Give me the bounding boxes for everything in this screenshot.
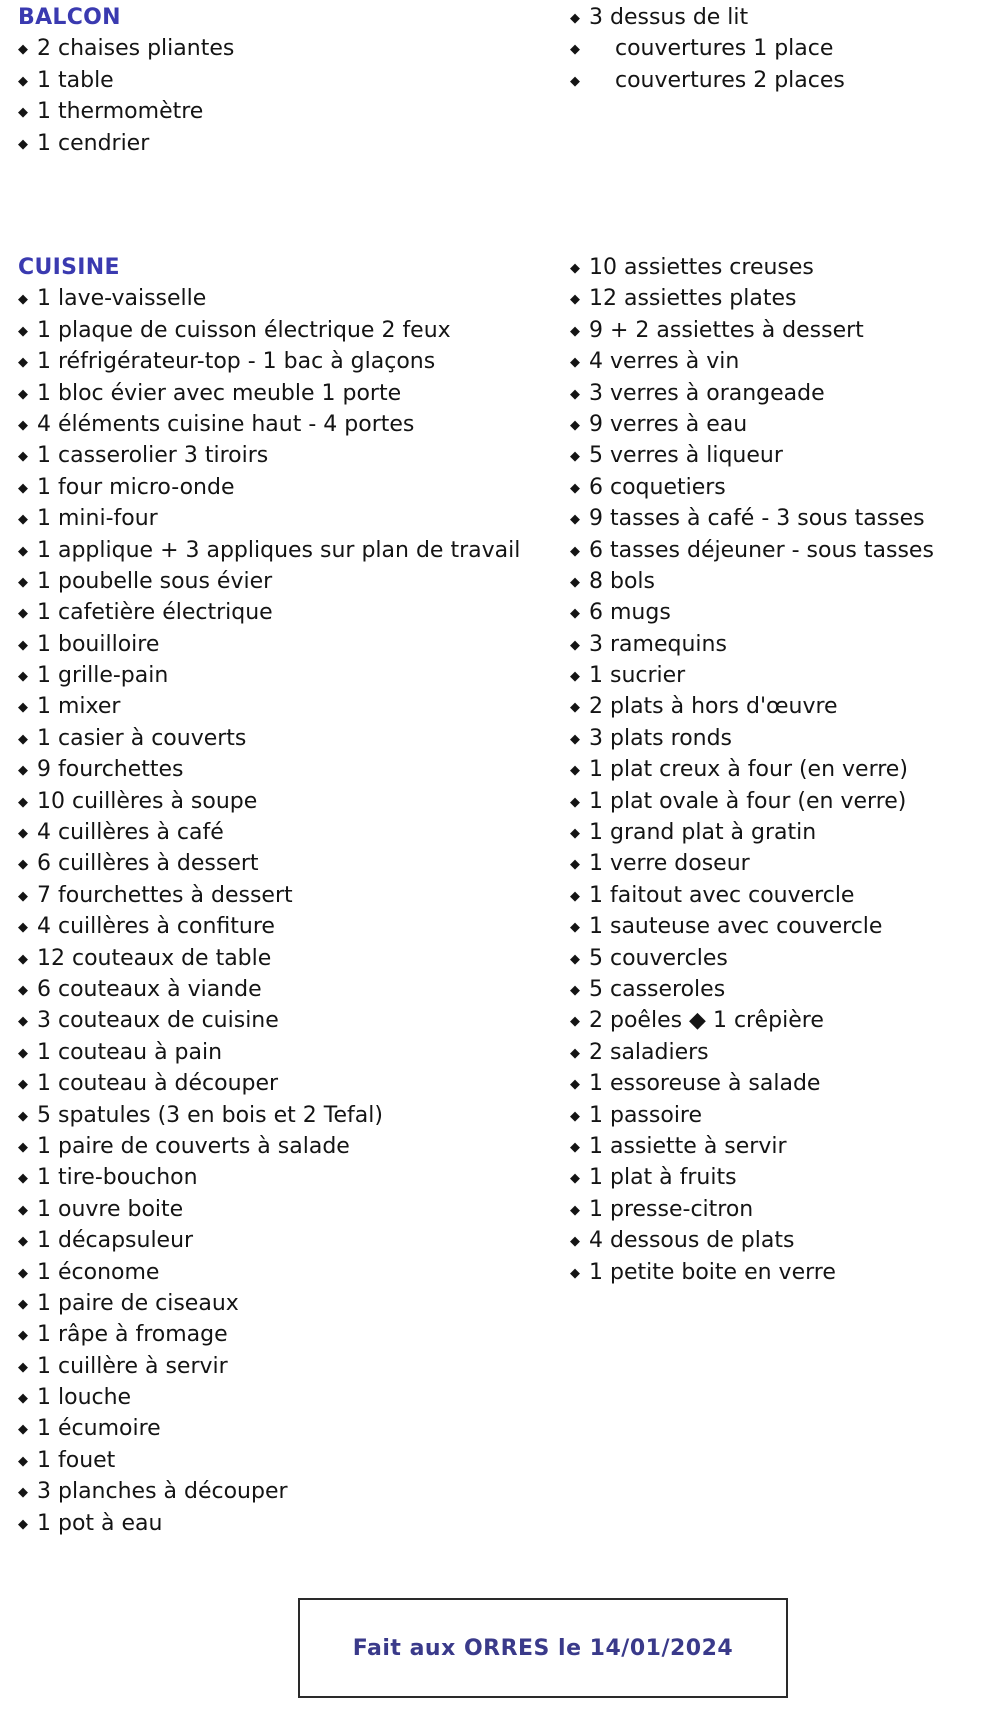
list-item-label: 9 + 2 assiettes à dessert (589, 317, 864, 343)
list-item (18, 566, 520, 597)
bullet-diamond-icon: ◆ (570, 512, 580, 528)
list-item-label: 10 cuillères à soupe (37, 788, 258, 814)
list-item-label: 6 tasses déjeuner - sous tasses (589, 537, 934, 563)
cuisine-right-item-list (570, 252, 934, 1288)
list-item (570, 503, 934, 534)
list-item (570, 409, 934, 440)
list-item (570, 943, 934, 974)
list-item-label: 1 plat à fruits (589, 1165, 737, 1191)
bullet-diamond-icon: ◆ (18, 888, 28, 904)
list-item (570, 660, 934, 691)
bullet-diamond-icon: ◆ (570, 261, 580, 276)
list-item (18, 817, 520, 848)
list-item-label: 3 verres à orangeade (589, 380, 825, 406)
list-item-label: 1 petite boite en verre (589, 1259, 836, 1285)
list-item-label: 3 ramequins (589, 631, 727, 657)
list-item (18, 1037, 520, 1068)
list-item-label: 1 mini-four (37, 506, 158, 532)
list-item (18, 128, 234, 159)
list-item-label: 1 thermomètre (37, 99, 204, 125)
list-item-label: 5 spatules (3 en bois et 2 Tefal) (37, 1102, 383, 1128)
bullet-diamond-icon: ◆ (570, 574, 580, 590)
literie-item-list (570, 2, 845, 96)
list-item-label: 1 plat ovale à four (en verre) (589, 788, 907, 814)
bullet-diamond-icon: ◆ (570, 543, 580, 559)
list-item (570, 629, 934, 660)
list-item (18, 503, 520, 534)
list-item-label: 1 sauteuse avec couvercle (589, 914, 883, 940)
bullet-diamond-icon: ◆ (18, 386, 28, 402)
balcon-item-list (18, 33, 234, 159)
list-item (18, 1225, 520, 1256)
bullet-diamond-icon: ◆ (18, 826, 28, 842)
list-item (18, 283, 520, 314)
list-item (18, 440, 520, 471)
list-item (18, 1162, 520, 1193)
bullet-diamond-icon: ◆ (18, 512, 28, 528)
list-item-label: 9 tasses à café - 3 sous tasses (589, 506, 925, 532)
list-item (570, 1068, 934, 1099)
bullet-diamond-icon: ◆ (570, 982, 580, 998)
list-item (570, 283, 934, 314)
bullet-diamond-icon: ◆ (18, 136, 28, 152)
list-item-label: 4 dessous de plats (589, 1228, 795, 1254)
list-item-label: 6 coquetiers (589, 474, 726, 500)
list-item-label: 2 poêles ◆ 1 crêpière (589, 1008, 824, 1034)
bullet-diamond-icon: ◆ (18, 1516, 28, 1532)
list-item (570, 440, 934, 471)
list-item-label: 1 verre doseur (589, 851, 750, 877)
list-item-label: 4 verres à vin (589, 349, 740, 375)
bullet-diamond-icon: ◆ (18, 1453, 28, 1469)
list-item-label: 7 fourchettes à dessert (37, 882, 293, 908)
list-item (570, 65, 845, 96)
list-item-label: 1 four micro-onde (37, 474, 235, 500)
bullet-diamond-icon: ◆ (570, 669, 580, 685)
bullet-diamond-icon: ◆ (18, 1265, 28, 1281)
list-item-label: 6 cuillères à dessert (37, 851, 259, 877)
bullet-diamond-icon: ◆ (18, 794, 28, 810)
list-item (570, 974, 934, 1005)
bullet-diamond-icon: ◆ (18, 417, 28, 433)
list-item (18, 1194, 520, 1225)
bullet-diamond-icon: ◆ (18, 606, 28, 622)
list-item (570, 346, 934, 377)
list-item-label: 1 grille-pain (37, 663, 169, 689)
list-item (18, 96, 234, 127)
list-item (18, 1288, 520, 1319)
bullet-diamond-icon: ◆ (570, 417, 580, 433)
list-item (570, 817, 934, 848)
bullet-diamond-icon: ◆ (570, 888, 580, 904)
list-item-label: 2 chaises pliantes (37, 36, 235, 62)
list-item-label: 2 plats à hors d'œuvre (589, 694, 838, 720)
list-item (570, 691, 934, 722)
list-item (570, 1100, 934, 1131)
bullet-diamond-icon: ◆ (570, 386, 580, 402)
list-item-label: 1 lave-vaisselle (37, 286, 207, 312)
bullet-diamond-icon: ◆ (570, 1045, 580, 1061)
list-item-label: 1 paire de couverts à salade (37, 1133, 350, 1159)
cuisine-section-left (18, 252, 520, 1539)
list-item (18, 1476, 520, 1507)
list-item (18, 33, 234, 64)
list-item (18, 1413, 520, 1444)
list-item (18, 346, 520, 377)
list-item (18, 754, 520, 785)
list-item (570, 535, 934, 566)
list-item-label: 1 décapsuleur (37, 1228, 194, 1254)
list-item-label: 5 couvercles (589, 945, 728, 971)
list-item-label: 3 plats ronds (589, 725, 733, 751)
list-item (570, 723, 934, 754)
list-item-label: 9 verres à eau (589, 411, 748, 437)
list-item-label: 1 bouilloire (37, 631, 160, 657)
list-item-label: 1 économe (37, 1259, 160, 1285)
list-item-label: 6 couteaux à viande (37, 976, 262, 1002)
list-item-label: 1 ouvre boite (37, 1196, 184, 1222)
bullet-diamond-icon: ◆ (18, 292, 28, 308)
bullet-diamond-icon: ◆ (18, 323, 28, 339)
list-item (18, 786, 520, 817)
bullet-diamond-icon: ◆ (18, 449, 28, 465)
list-item (570, 252, 934, 283)
list-item-label: 1 cafetière électrique (37, 600, 273, 626)
cuisine-section-right (570, 252, 934, 1288)
list-item (18, 691, 520, 722)
list-item-label: 1 assiette à servir (589, 1133, 787, 1159)
bullet-diamond-icon: ◆ (18, 1328, 28, 1344)
list-item-label: 1 poubelle sous évier (37, 568, 273, 594)
list-item (570, 2, 845, 33)
list-item-label: 12 assiettes plates (589, 286, 797, 312)
list-item-label: 1 applique + 3 appliques sur plan de travail (37, 537, 521, 563)
list-item (570, 1131, 934, 1162)
bullet-diamond-icon: ◆ (570, 857, 580, 873)
bullet-diamond-icon: ◆ (570, 1265, 580, 1281)
list-item (18, 880, 520, 911)
list-item-label: 4 cuillères à confiture (37, 914, 275, 940)
list-item-label: 1 couteau à découper (37, 1071, 279, 1097)
bullet-diamond-icon: ◆ (18, 1077, 28, 1093)
list-item-label: 1 bloc évier avec meuble 1 porte (37, 380, 402, 406)
list-item (18, 597, 520, 628)
bullet-diamond-icon: ◆ (570, 11, 580, 26)
bullet-diamond-icon: ◆ (18, 1202, 28, 1218)
list-item-label: 4 éléments cuisine haut - 4 portes (37, 411, 415, 437)
list-item-label: 1 casier à couverts (37, 725, 247, 751)
bullet-diamond-icon: ◆ (570, 731, 580, 747)
list-item (570, 1005, 934, 1036)
list-item (18, 315, 520, 346)
list-item-label: 6 mugs (589, 600, 671, 626)
list-item (18, 378, 520, 409)
bullet-diamond-icon: ◆ (18, 1171, 28, 1187)
bullet-diamond-icon: ◆ (18, 1014, 28, 1030)
list-item-label: 8 bols (589, 568, 655, 594)
bullet-diamond-icon: ◆ (570, 323, 580, 339)
bullet-diamond-icon: ◆ (570, 794, 580, 810)
list-item (18, 660, 520, 691)
signature-text: Fait aux ORRES le 14/01/2024 (352, 1635, 734, 1661)
bullet-diamond-icon: ◆ (18, 1139, 28, 1155)
list-item (18, 974, 520, 1005)
list-item (570, 754, 934, 785)
bullet-diamond-icon: ◆ (18, 1359, 28, 1375)
list-item (570, 597, 934, 628)
list-item-label: 1 réfrigérateur-top - 1 bac à glaçons (37, 349, 436, 375)
list-item (18, 65, 234, 96)
list-item (570, 33, 845, 64)
bullet-diamond-icon: ◆ (18, 73, 28, 89)
list-item (18, 1100, 520, 1131)
list-item-label: 5 verres à liqueur (589, 443, 783, 469)
bullet-diamond-icon: ◆ (18, 951, 28, 967)
list-item-label: 5 casseroles (589, 976, 726, 1002)
bullet-diamond-icon: ◆ (570, 951, 580, 967)
section-title-cuisine: CUISINE (18, 255, 120, 280)
list-item-label: 1 essoreuse à salade (589, 1071, 821, 1097)
list-item-label: 1 plaque de cuisson électrique 2 feux (37, 317, 451, 343)
list-item (570, 378, 934, 409)
list-item (18, 1445, 520, 1476)
list-item (570, 315, 934, 346)
list-item (570, 848, 934, 879)
bullet-diamond-icon: ◆ (570, 1108, 580, 1124)
bullet-diamond-icon: ◆ (570, 1202, 580, 1218)
list-item-label: 1 grand plat à gratin (589, 820, 817, 846)
bullet-diamond-icon: ◆ (570, 1234, 580, 1250)
list-item-label: 12 couteaux de table (37, 945, 272, 971)
list-item-label: 10 assiettes creuses (589, 255, 814, 280)
list-item (570, 880, 934, 911)
bullet-diamond-icon: ◆ (570, 449, 580, 465)
list-item-label: 1 casserolier 3 tiroirs (37, 443, 269, 469)
list-item (18, 848, 520, 879)
signature-box (298, 1598, 788, 1698)
list-item-label: 4 cuillères à café (37, 820, 224, 846)
section-title-balcon: BALCON (18, 5, 121, 30)
bullet-diamond-icon: ◆ (18, 480, 28, 496)
list-item (18, 1351, 520, 1382)
bullet-diamond-icon: ◆ (18, 700, 28, 716)
list-item (570, 472, 934, 503)
bullet-diamond-icon: ◆ (570, 763, 580, 779)
bullet-diamond-icon: ◆ (570, 355, 580, 371)
list-item-label: 1 louche (37, 1385, 132, 1411)
bullet-diamond-icon: ◆ (570, 1077, 580, 1093)
list-item (570, 1162, 934, 1193)
list-item (18, 1319, 520, 1350)
list-item-label: 1 sucrier (589, 663, 686, 689)
bullet-diamond-icon: ◆ (18, 574, 28, 590)
list-item-label: 2 saladiers (589, 1039, 709, 1065)
list-item-label: 1 couteau à pain (37, 1039, 223, 1065)
bullet-diamond-icon: ◆ (570, 73, 580, 89)
bullet-diamond-icon: ◆ (18, 637, 28, 653)
bullet-diamond-icon: ◆ (18, 543, 28, 559)
bullet-diamond-icon: ◆ (18, 857, 28, 873)
list-item-label: 1 plat creux à four (en verre) (589, 757, 908, 783)
list-item (570, 1257, 934, 1288)
bullet-diamond-icon: ◆ (570, 480, 580, 496)
bullet-diamond-icon: ◆ (570, 700, 580, 716)
list-item-label: 1 table (37, 67, 114, 93)
bullet-diamond-icon: ◆ (570, 1171, 580, 1187)
list-item (570, 1194, 934, 1225)
bullet-diamond-icon: ◆ (570, 42, 580, 58)
list-item-label: 1 mixer (37, 694, 121, 720)
list-item-label: 1 presse-citron (589, 1196, 754, 1222)
cuisine-left-item-list (18, 283, 520, 1539)
bullet-diamond-icon: ◆ (18, 731, 28, 747)
bullet-diamond-icon: ◆ (18, 669, 28, 685)
list-item (18, 1508, 520, 1539)
bullet-diamond-icon: ◆ (570, 637, 580, 653)
list-item-label: 1 pot à eau (37, 1510, 163, 1536)
bullet-diamond-icon: ◆ (18, 1234, 28, 1250)
list-item-label: 9 fourchettes (37, 757, 184, 783)
bullet-diamond-icon: ◆ (570, 920, 580, 936)
list-item-label: 1 écumoire (37, 1416, 161, 1442)
bullet-diamond-icon: ◆ (18, 982, 28, 998)
bullet-diamond-icon: ◆ (570, 1014, 580, 1030)
list-item (18, 1005, 520, 1036)
list-item (18, 723, 520, 754)
bullet-diamond-icon: ◆ (18, 355, 28, 371)
bullet-diamond-icon: ◆ (18, 42, 28, 58)
list-item-label: 1 cendrier (37, 130, 150, 156)
bullet-diamond-icon: ◆ (18, 1422, 28, 1438)
list-item-label: 1 passoire (589, 1102, 703, 1128)
list-item (570, 566, 934, 597)
list-item (18, 535, 520, 566)
list-item-label: 3 couteaux de cuisine (37, 1008, 279, 1034)
list-item (570, 786, 934, 817)
list-item (18, 1382, 520, 1413)
bullet-diamond-icon: ◆ (570, 606, 580, 622)
list-item (18, 1257, 520, 1288)
list-item (18, 1068, 520, 1099)
list-item (570, 911, 934, 942)
list-item (18, 409, 520, 440)
list-item (18, 629, 520, 660)
list-item-label: 3 dessus de lit (589, 5, 749, 30)
bullet-diamond-icon: ◆ (18, 1045, 28, 1061)
literie-section (570, 2, 845, 96)
bullet-diamond-icon: ◆ (18, 763, 28, 779)
list-item (570, 1225, 934, 1256)
list-item-label: 1 faitout avec couvercle (589, 882, 855, 908)
list-item-label: 1 tire-bouchon (37, 1165, 198, 1191)
list-item-label: 1 fouet (37, 1447, 116, 1473)
list-item-label: couvertures 2 places (615, 67, 845, 93)
list-item-label: 1 râpe à fromage (37, 1322, 228, 1348)
bullet-diamond-icon: ◆ (18, 1296, 28, 1312)
bullet-diamond-icon: ◆ (570, 292, 580, 308)
list-item (18, 943, 520, 974)
balcon-section (18, 2, 234, 159)
bullet-diamond-icon: ◆ (18, 1108, 28, 1124)
list-item (18, 911, 520, 942)
bullet-diamond-icon: ◆ (18, 1391, 28, 1407)
list-item (18, 1131, 520, 1162)
bullet-diamond-icon: ◆ (570, 826, 580, 842)
list-item-label: couvertures 1 place (615, 36, 834, 62)
list-item (570, 1037, 934, 1068)
bullet-diamond-icon: ◆ (18, 105, 28, 121)
bullet-diamond-icon: ◆ (18, 1485, 28, 1501)
bullet-diamond-icon: ◆ (18, 920, 28, 936)
list-item-label: 3 planches à découper (37, 1479, 288, 1505)
list-item-label: 1 cuillère à servir (37, 1353, 228, 1379)
bullet-diamond-icon: ◆ (570, 1139, 580, 1155)
list-item (18, 472, 520, 503)
list-item-label: 1 paire de ciseaux (37, 1290, 239, 1316)
